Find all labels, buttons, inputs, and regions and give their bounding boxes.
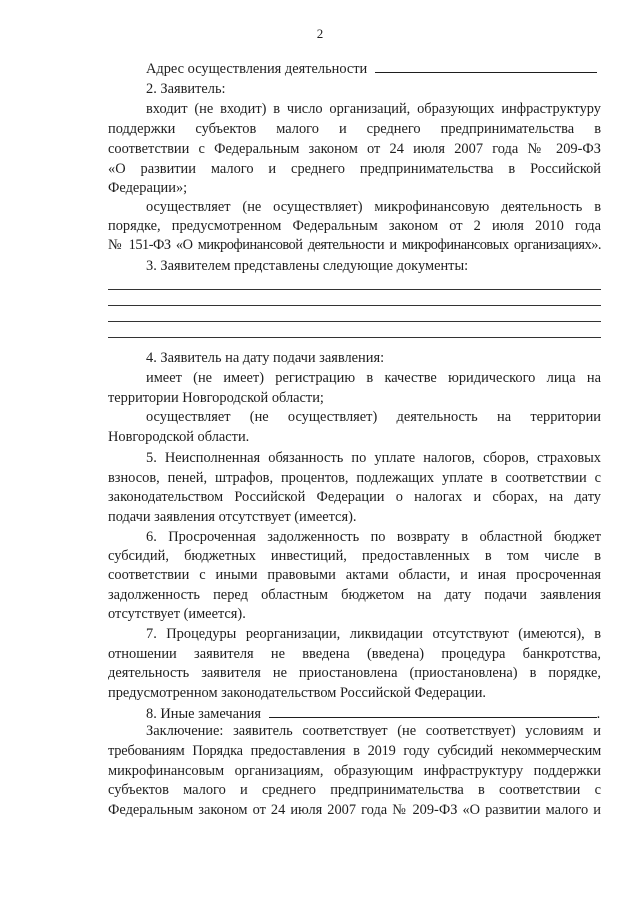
s5-line: взносов, пеней, штрафов, процентов, подлежащих уплате в соответствии с (108, 470, 601, 486)
s2-p1-line: Федерации»; (108, 180, 188, 196)
s8-end: . (596, 706, 601, 722)
conclusion-line: Заключение: заявитель соответствует (не соответствует) условиям и (146, 723, 601, 739)
s6-line: субсидий, бюджетных инвестиций, предоставленных в том числе в (108, 548, 601, 564)
s7-line: 7. Процедуры реорганизации, ликвидации отсутствуют (имеются), в (146, 626, 601, 642)
s7-line: предусмотренном законодательством Российской Федерации. (108, 685, 487, 701)
s4-p1-line: имеет (не имеет) регистрацию в качестве юридического лица на (146, 370, 601, 386)
s2-p1-line: соответствии с Федеральным законом от 24 июля 2007 года № 209-ФЗ (108, 141, 601, 157)
s2-p2-line: порядке, предусмотренном Федеральным законом от 2 июля 2010 года (108, 218, 601, 234)
documents-blank-line (108, 337, 601, 338)
s4-p2-line: Новгородской области. (108, 429, 250, 445)
s5-line: подачи заявления отсутствует (имеется). (108, 509, 357, 525)
documents-blank-line (108, 305, 601, 306)
address-label: Адрес осуществления деятельности (146, 61, 368, 77)
s5-line: 5. Неисполненная обязанность по уплате налогов, сборов, страховых (146, 450, 601, 466)
page-number: 2 (316, 26, 324, 41)
s2-p2-line: № 151-ФЗ «О микрофинансовой деятельности и микрофинансовых организациях». (108, 237, 601, 253)
address-line (146, 58, 601, 79)
s2-p2-line: осуществляет (не осуществляет) микрофинансовую деятельность в (146, 199, 601, 215)
s7-line: деятельность заявителя не приостановлена (приостановлена) в порядке, (108, 665, 601, 681)
s4-p1-line: территории Новгородской области; (108, 390, 324, 406)
s2-heading: 2. Заявитель: (146, 81, 226, 97)
s4-heading: 4. Заявитель на дату подачи заявления: (146, 350, 385, 366)
s7-line: отношении заявителя не введена (введена) процедура банкротства, (108, 646, 601, 662)
s2-p1-line: «О развитии малого и среднего предпринимательства в Российской (108, 161, 601, 177)
s6-line: отсутствует (имеется). (108, 606, 246, 622)
s2-p1-line: поддержки субъектов малого и среднего предпринимательства в (108, 121, 601, 137)
address-blank (375, 58, 597, 73)
s4-p2-line: осуществляет (не осуществляет) деятельность на территории (146, 409, 601, 425)
s2-p1-line: входит (не входит) в число организаций, образующих инфраструктуру (146, 101, 601, 117)
s6-line: 6. Просроченная задолженность по возврату в областной бюджет (146, 529, 601, 545)
s3-heading: 3. Заявителем представлены следующие документы: (146, 258, 469, 274)
s5-line: законодательством Российской Федерации о налогах и сборах, на дату (108, 489, 601, 505)
s6-line: задолженность перед областным бюджетом на дату подачи заявления (108, 587, 601, 603)
conclusion-line: требованиям Порядка предоставления в 2019 году субсидий некоммерческим (108, 743, 601, 759)
s6-line: соответствии с иными правовыми актами области, и иная просроченная (108, 567, 601, 583)
remarks-blank (269, 703, 597, 718)
conclusion-line: субъектов малого и среднего предпринимательства в соответствии с (108, 782, 601, 798)
documents-blank-line (108, 289, 601, 290)
documents-blank-line (108, 321, 601, 322)
conclusion-line: микрофинансовым организациям, образующим инфраструктуру поддержки (108, 763, 601, 779)
conclusion-line: Федеральным законом от 24 июля 2007 года № 209-ФЗ «О развитии малого и (108, 802, 601, 818)
s8-label: 8. Иные замечания (146, 706, 261, 722)
